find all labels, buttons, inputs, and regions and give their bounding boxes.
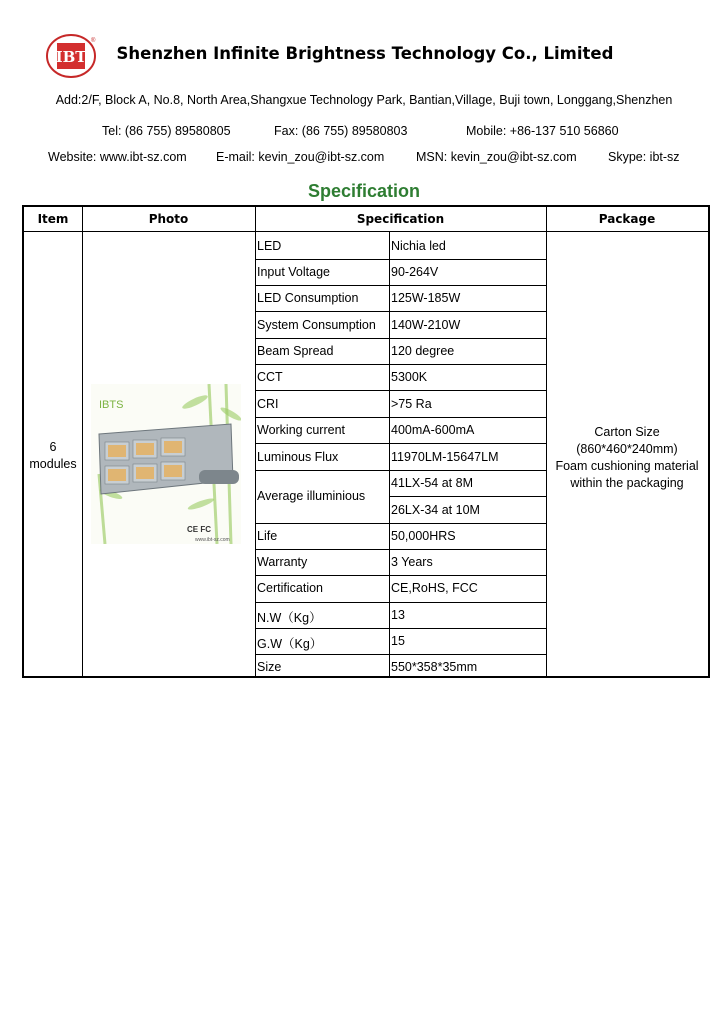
page-title: Specification bbox=[307, 181, 421, 201]
spec-label: Beam Spread bbox=[257, 344, 334, 358]
spec-label: Input Voltage bbox=[257, 265, 330, 279]
company-logo bbox=[45, 33, 97, 79]
tel: Tel: (86 755) 89580805 bbox=[102, 124, 231, 138]
spec-label: Luminous Flux bbox=[257, 450, 339, 464]
company-name: Shenzhen Infinite Brightness Technology Co., Limited bbox=[116, 44, 614, 63]
spec-value: 90-264V bbox=[391, 265, 439, 279]
header-item: Item bbox=[37, 212, 69, 226]
spec-label: CCT bbox=[257, 370, 283, 384]
item-unit: modules bbox=[29, 457, 77, 471]
msn: MSN: kevin_zou@ibt-sz.com bbox=[416, 150, 577, 164]
package-line: Carton Size bbox=[594, 425, 660, 439]
spec-value: 11970LM-15647LM bbox=[391, 450, 499, 464]
photo-website: www.ibt-sz.com bbox=[195, 537, 230, 543]
mobile: Mobile: +86-137 510 56860 bbox=[466, 124, 619, 138]
header-photo: Photo bbox=[148, 212, 189, 226]
spec-value: CE,RoHS, FCC bbox=[391, 581, 478, 595]
logo-text: IBT bbox=[55, 48, 87, 66]
fax: Fax: (86 755) 89580803 bbox=[274, 124, 408, 138]
spec-value: 550*358*35mm bbox=[391, 660, 478, 674]
item-count: 6 bbox=[49, 440, 57, 454]
spec-value: 5300K bbox=[391, 370, 428, 384]
package-line: (860*460*240mm) bbox=[576, 442, 678, 456]
spec-label: Warranty bbox=[257, 555, 308, 569]
spec-value: 120 degree bbox=[391, 344, 455, 358]
spec-value: 50,000HRS bbox=[391, 529, 456, 543]
spec-label: LED Consumption bbox=[257, 291, 359, 305]
website: Website: www.ibt-sz.com bbox=[48, 150, 187, 164]
spec-value: 26LX-34 at 10M bbox=[391, 503, 480, 517]
address: Add:2/F, Block A, No.8, North Area,Shangxue Technology Park, Bantian,Village, Buji town, Longgang,Shenzhen bbox=[55, 93, 673, 107]
spec-label: N.W（Kg） bbox=[257, 611, 322, 625]
skype: Skype: ibt-sz bbox=[608, 150, 680, 164]
spec-label: Life bbox=[257, 529, 278, 543]
spec-label: Average illuminious bbox=[257, 489, 366, 503]
spec-value: 400mA-600mA bbox=[391, 423, 475, 437]
spec-label: G.W（Kg） bbox=[257, 637, 323, 651]
product-photo bbox=[91, 384, 241, 544]
header-specification: Specification bbox=[356, 212, 445, 226]
spec-value: 41LX-54 at 8M bbox=[391, 476, 473, 490]
spec-value: 125W-185W bbox=[391, 291, 461, 305]
spec-label: Size bbox=[257, 660, 282, 674]
spec-label: Working current bbox=[257, 423, 345, 437]
spec-value: 13 bbox=[391, 608, 405, 622]
svg-text:®: ® bbox=[91, 38, 96, 44]
package-line: Foam cushioning material bbox=[555, 459, 699, 473]
photo-marks: CE FC bbox=[187, 525, 211, 534]
spec-label: CRI bbox=[257, 397, 279, 411]
header-package: Package bbox=[598, 212, 656, 226]
spec-value: 15 bbox=[391, 634, 405, 648]
spec-value: Nichia led bbox=[391, 239, 446, 253]
spec-label: LED bbox=[257, 239, 282, 253]
spec-label: Certification bbox=[257, 581, 323, 595]
spec-value: 140W-210W bbox=[391, 318, 461, 332]
photo-brand: IBTS bbox=[99, 399, 124, 411]
spec-value: 3 Years bbox=[391, 555, 433, 569]
spec-value: >75 Ra bbox=[391, 397, 432, 411]
spec-label: System Consumption bbox=[257, 318, 376, 332]
email: E-mail: kevin_zou@ibt-sz.com bbox=[216, 150, 385, 164]
package-line: within the packaging bbox=[570, 476, 684, 490]
